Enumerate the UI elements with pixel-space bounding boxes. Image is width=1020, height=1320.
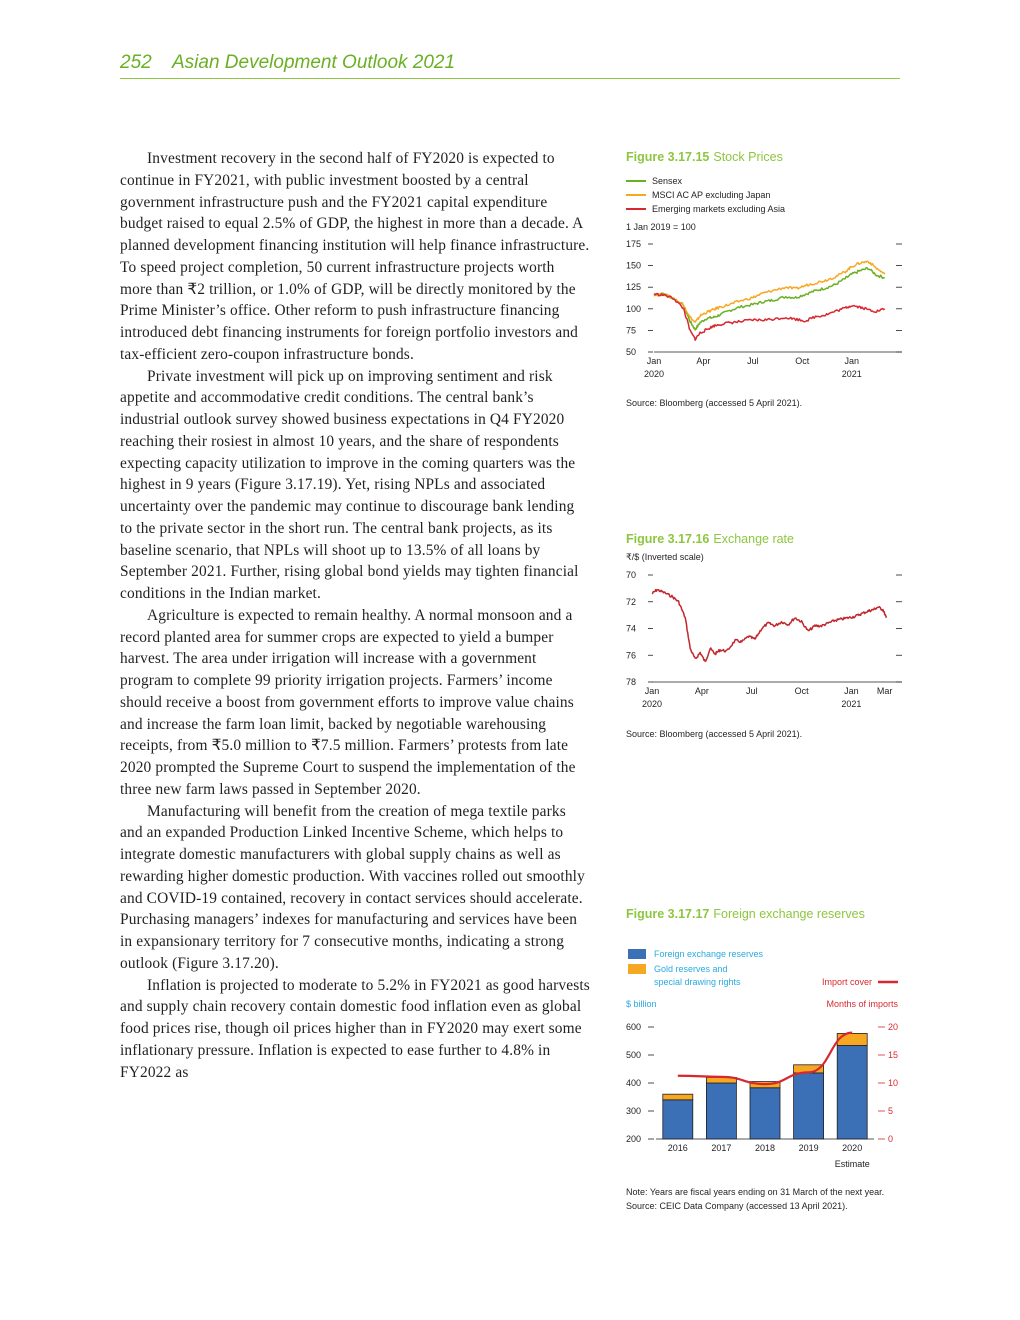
x-tick-label: Apr bbox=[694, 686, 709, 696]
figure-fx-reserves bbox=[626, 907, 902, 1213]
bar-fx-reserves bbox=[837, 1045, 867, 1139]
bar-fx-reserves bbox=[794, 1073, 824, 1139]
y-tick-label: 175 bbox=[626, 239, 642, 249]
paragraph: Private investment will pick up on improving sentiment and risk appetite and accommodative credit conditions. The central bank’s industrial outlook survey showed business expectations in Q4 FY2020 reaching their rosiest in almost 10 years, and the share of respondents expecting capacity utilization to improve in the coming quarters was the highest in 9 years (Figure 3.17.19). Yet, rising NPLs and associated uncertainty over the pandemic may continue to discourage bank lending to the private sector in the short run. The central bank projects, as its baseline scenario, that NPLs will shoot up to 13.5% of all loans by September 2021. Further, rising global bond yields may tighten financial conditions in the Indian market. bbox=[120, 367, 579, 602]
y-tick-label: 50 bbox=[626, 347, 637, 357]
legend-item bbox=[626, 188, 902, 202]
x-tick-label: 2016 bbox=[667, 1143, 688, 1153]
body-text bbox=[120, 148, 590, 1083]
y-tick-label: 75 bbox=[626, 325, 637, 336]
legend-swatch bbox=[626, 208, 646, 210]
figure-stock-prices bbox=[626, 150, 902, 410]
x-tick-label: 2017 bbox=[711, 1143, 732, 1153]
figure-name: Foreign exchange reserves bbox=[713, 907, 865, 921]
stock-prices-chart bbox=[626, 236, 902, 396]
series-line-0 bbox=[654, 268, 885, 330]
source-note: Source: Bloomberg (accessed 5 April 2021). bbox=[626, 729, 803, 739]
series-line-1 bbox=[654, 261, 885, 322]
y-tick-label-right: 20 bbox=[888, 1022, 899, 1032]
y-tick-label: 70 bbox=[626, 570, 637, 580]
figure-title bbox=[626, 150, 902, 164]
unit-note: 1 Jan 2019 = 100 bbox=[626, 222, 696, 232]
left-axis-label: $ billion bbox=[626, 999, 657, 1009]
x-tick-year: 2020 bbox=[643, 369, 665, 379]
legend-swatch bbox=[626, 180, 646, 182]
y-tick-label: 78 bbox=[626, 677, 637, 687]
x-tick-label: Jan bbox=[844, 356, 860, 366]
legend-label: Import cover bbox=[821, 977, 872, 987]
running-header bbox=[120, 50, 900, 79]
legend-label: Sensex bbox=[652, 176, 683, 186]
figure-title bbox=[626, 532, 902, 546]
source-note: Source: CEIC Data Company (accessed 13 April 2021). bbox=[626, 1201, 848, 1211]
figure-number: Figure 3.17.15 bbox=[626, 150, 710, 164]
x-tick-year: 2020 bbox=[641, 699, 663, 709]
figure-name: Stock Prices bbox=[713, 150, 783, 164]
paragraph: Inflation is projected to moderate to 5.2% in FY2021 as good harvests and supply chain recovery contain domestic food inflation even as global food prices rise, though oil prices higher than in FY2020 may exert some inflationary pressure. Inflation is expected to ease further to 4.8% in FY2022 as bbox=[120, 976, 590, 1081]
y-tick-label: 150 bbox=[626, 260, 642, 271]
fx-reserves-chart bbox=[626, 927, 902, 1181]
y-tick-label-right: 5 bbox=[888, 1106, 894, 1116]
legend-swatch bbox=[626, 194, 646, 196]
x-tick-year: 2021 bbox=[841, 699, 862, 709]
estimate-label: Estimate bbox=[834, 1159, 870, 1169]
y-tick-label: 400 bbox=[626, 1078, 642, 1088]
x-tick-year: 2021 bbox=[841, 369, 862, 379]
legend-label: MSCI AC AP excluding Japan bbox=[652, 190, 771, 200]
y-tick-label-right: 0 bbox=[888, 1134, 894, 1144]
paragraph: Agriculture is expected to remain healthy. A normal monsoon and a record planted area for summer crops are expected to yield a bumper harvest. The area under irrigation will increase with a government program to complete 99 priority irrigation projects. Farmers’ income should receive a boost from government efforts to improve value chains and increase the farm loan limit, backed by negotiable warehousing receipts, from ₹5.0 million to ₹7.5 million. Farmers’ protests from late 2020 prompted the Supreme Court to suspend the implementation of the three new farm laws passed in September 2020. bbox=[120, 606, 576, 798]
x-tick-label: 2020 bbox=[842, 1143, 863, 1153]
source-note: Source: Bloomberg (accessed 5 April 2021). bbox=[626, 398, 803, 408]
y-tick-label: 100 bbox=[626, 303, 642, 314]
y-tick-label: 500 bbox=[626, 1050, 642, 1060]
legend-label: Gold reserves and bbox=[654, 964, 728, 974]
page-number: 252 bbox=[120, 52, 152, 73]
unit-note: ₹/$ (Inverted scale) bbox=[626, 552, 704, 562]
bar-fx-reserves bbox=[706, 1083, 736, 1139]
figure-number: Figure 3.17.17 bbox=[626, 907, 710, 921]
publication-title: Asian Development Outlook 2021 bbox=[172, 52, 456, 73]
legend-swatch bbox=[628, 964, 646, 974]
exchange-rate-chart bbox=[626, 567, 902, 727]
legend bbox=[626, 174, 902, 216]
bar-fx-reserves bbox=[663, 1100, 693, 1139]
y-tick-label: 300 bbox=[626, 1106, 642, 1116]
figure-number: Figure 3.17.16 bbox=[626, 532, 710, 546]
y-tick-label-right: 10 bbox=[888, 1078, 899, 1088]
x-tick-label: Jan bbox=[844, 686, 859, 696]
x-tick-label: 2018 bbox=[754, 1143, 776, 1153]
figure-title bbox=[626, 907, 902, 921]
y-tick-label-right: 15 bbox=[888, 1050, 899, 1060]
legend-label: Foreign exchange reserves bbox=[654, 949, 764, 959]
right-axis-label: Months of imports bbox=[826, 999, 898, 1009]
paragraph: Manufacturing will benefit from the creation of mega textile parks and an expanded Production Linked Incentive Scheme, which helps to integrate domestic manufacturers with global supply chains as well as rewarding higher domestic production. With vaccines rolled out smoothly and COVID-19 contained, recovery in contact services should accelerate. Purchasing managers’ indexes for manufacturing and services have been in expansionary territory for 7 consecutive months, indicating a strong outlook (Figure 3.17.20). bbox=[120, 802, 585, 972]
x-tick-label: Oct bbox=[794, 686, 809, 696]
y-tick-label: 76 bbox=[626, 650, 637, 661]
y-tick-label: 125 bbox=[626, 282, 642, 293]
legend-item bbox=[626, 202, 902, 216]
bar-gold-sdr bbox=[663, 1094, 693, 1100]
x-tick-label: Mar bbox=[876, 686, 893, 696]
legend-label: Emerging markets excluding Asia bbox=[652, 204, 786, 214]
x-tick-label: Jul bbox=[745, 686, 758, 696]
x-tick-label: Jan bbox=[646, 356, 662, 366]
x-tick-label: Jan bbox=[644, 686, 660, 696]
legend-item bbox=[626, 174, 902, 188]
chart-note: Note: Years are fiscal years ending on 31 March of the next year. bbox=[626, 1187, 885, 1197]
x-tick-label: Apr bbox=[696, 356, 711, 366]
figure-exchange-rate bbox=[626, 532, 902, 741]
figure-name: Exchange rate bbox=[713, 532, 794, 546]
x-tick-label: Jul bbox=[747, 356, 759, 366]
legend-label: special drawing rights bbox=[654, 977, 741, 987]
y-tick-label: 72 bbox=[626, 596, 637, 607]
y-tick-label: 600 bbox=[626, 1022, 642, 1032]
bar-fx-reserves bbox=[750, 1088, 780, 1139]
x-tick-label: 2019 bbox=[798, 1143, 819, 1153]
series-line-0 bbox=[652, 590, 886, 662]
y-tick-label: 74 bbox=[626, 623, 637, 634]
import-cover-line bbox=[678, 1033, 852, 1085]
legend-swatch bbox=[628, 949, 646, 959]
paragraph: Investment recovery in the second half of FY2020 is expected to continue in FY2021, with public investment boosted by a central government infrastructure push and the FY2021 capital expenditure budget raised to equal 2.5% of GDP, the highest in more than a decade. A planned development financing institution will help finance infrastructure. To speed project completion, 50 current infrastructure projects worth more than ₹2 trillion, or 1.0% of GDP, will be directly monitored by the Prime Minister’s office. Other reform to push infrastructure financing introduced debt financing instruments for foreign portfolio investors and tax-efficient zero-coupon infrastructure bonds. bbox=[120, 150, 590, 363]
y-tick-label: 200 bbox=[626, 1134, 642, 1144]
x-tick-label: Oct bbox=[795, 356, 810, 366]
